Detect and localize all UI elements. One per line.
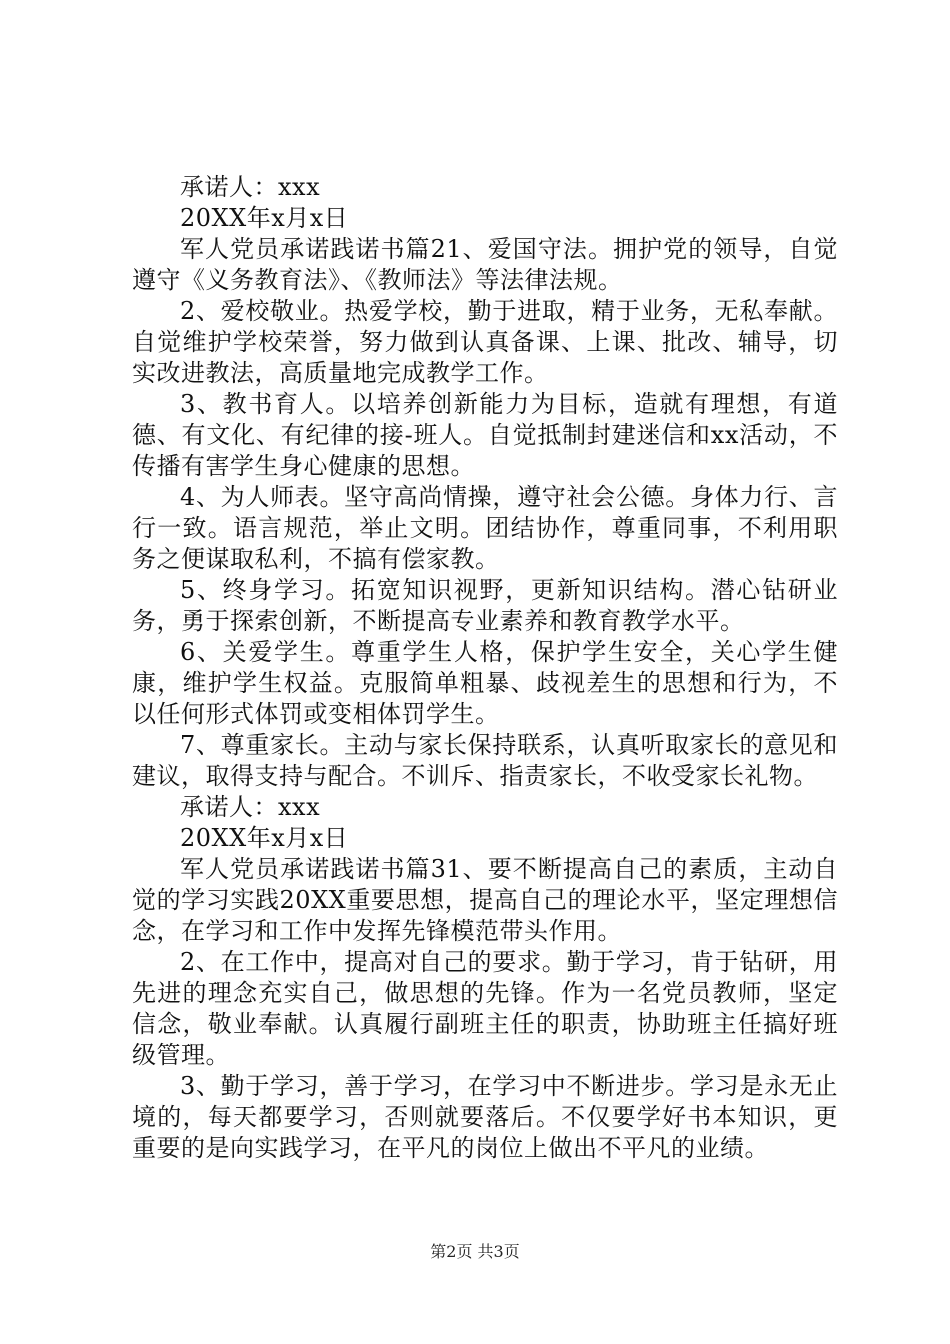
date-line: 20XX年x月x日 xyxy=(180,824,349,852)
paragraph: 军人党员承诺践诺书篇31、要不断提高自己的素质，主动自觉的学习实践20XX重要思想，提高自己的理论水平，坚定理想信念，在学习和工作中发挥先锋模范带头作用。 xyxy=(132,855,838,945)
document-body xyxy=(132,172,838,1164)
signature-line: 承诺人：xxx xyxy=(180,793,321,821)
paragraph: 7、尊重家长。主动与家长保持联系，认真听取家长的意见和建议，取得支持与配合。不训斥、指责家长，不收受家长礼物。 xyxy=(132,731,838,790)
paragraph: 军人党员承诺践诺书篇21、爱国守法。拥护党的领导，自觉遵守《义务教育法》、《教师法》等法律法规。 xyxy=(132,235,838,294)
paragraph: 2、在工作中，提高对自己的要求。勤于学习，肯于钻研，用先进的理念充实自己，做思想的先锋。作为一名党员教师，坚定信念，敬业奉献。认真履行副班主任的职责，协助班主任搞好班级管理。 xyxy=(132,948,838,1069)
paragraph: 2、爱校敬业。热爱学校，勤于进取，精于业务，无私奉献。自觉维护学校荣誉，努力做到认真备课、上课、批改、辅导，切实改进教法，高质量地完成教学工作。 xyxy=(132,297,838,387)
paragraph: 4、为人师表。坚守高尚情操，遵守社会公德。身体力行、言行一致。语言规范，举止文明。团结协作，尊重同事，不利用职务之便谋取私利，不搞有偿家教。 xyxy=(132,483,838,573)
date-line: 20XX年x月x日 xyxy=(180,204,349,232)
page-number-footer: 第2页 共3页 xyxy=(430,1242,520,1261)
paragraph: 6、关爱学生。尊重学生人格，保护学生安全，关心学生健康，维护学生权益。克服简单粗暴、歧视差生的思想和行为，不以任何形式体罚或变相体罚学生。 xyxy=(132,638,838,728)
paragraph: 3、勤于学习，善于学习，在学习中不断进步。学习是永无止境的，每天都要学习，否则就要落后。不仅要学好书本知识，更重要的是向实践学习，在平凡的岗位上做出不平凡的业绩。 xyxy=(132,1072,838,1162)
signature-line: 承诺人：xxx xyxy=(180,173,321,201)
paragraph: 3、教书育人。以培养创新能力为目标，造就有理想，有道德、有文化、有纪律的接-班人。自觉抵制封建迷信和xx活动，不传播有害学生身心健康的思想。 xyxy=(132,390,838,480)
paragraph: 5、终身学习。拓宽知识视野，更新知识结构。潜心钻研业务，勇于探索创新，不断提高专业素养和教育教学水平。 xyxy=(132,576,838,635)
